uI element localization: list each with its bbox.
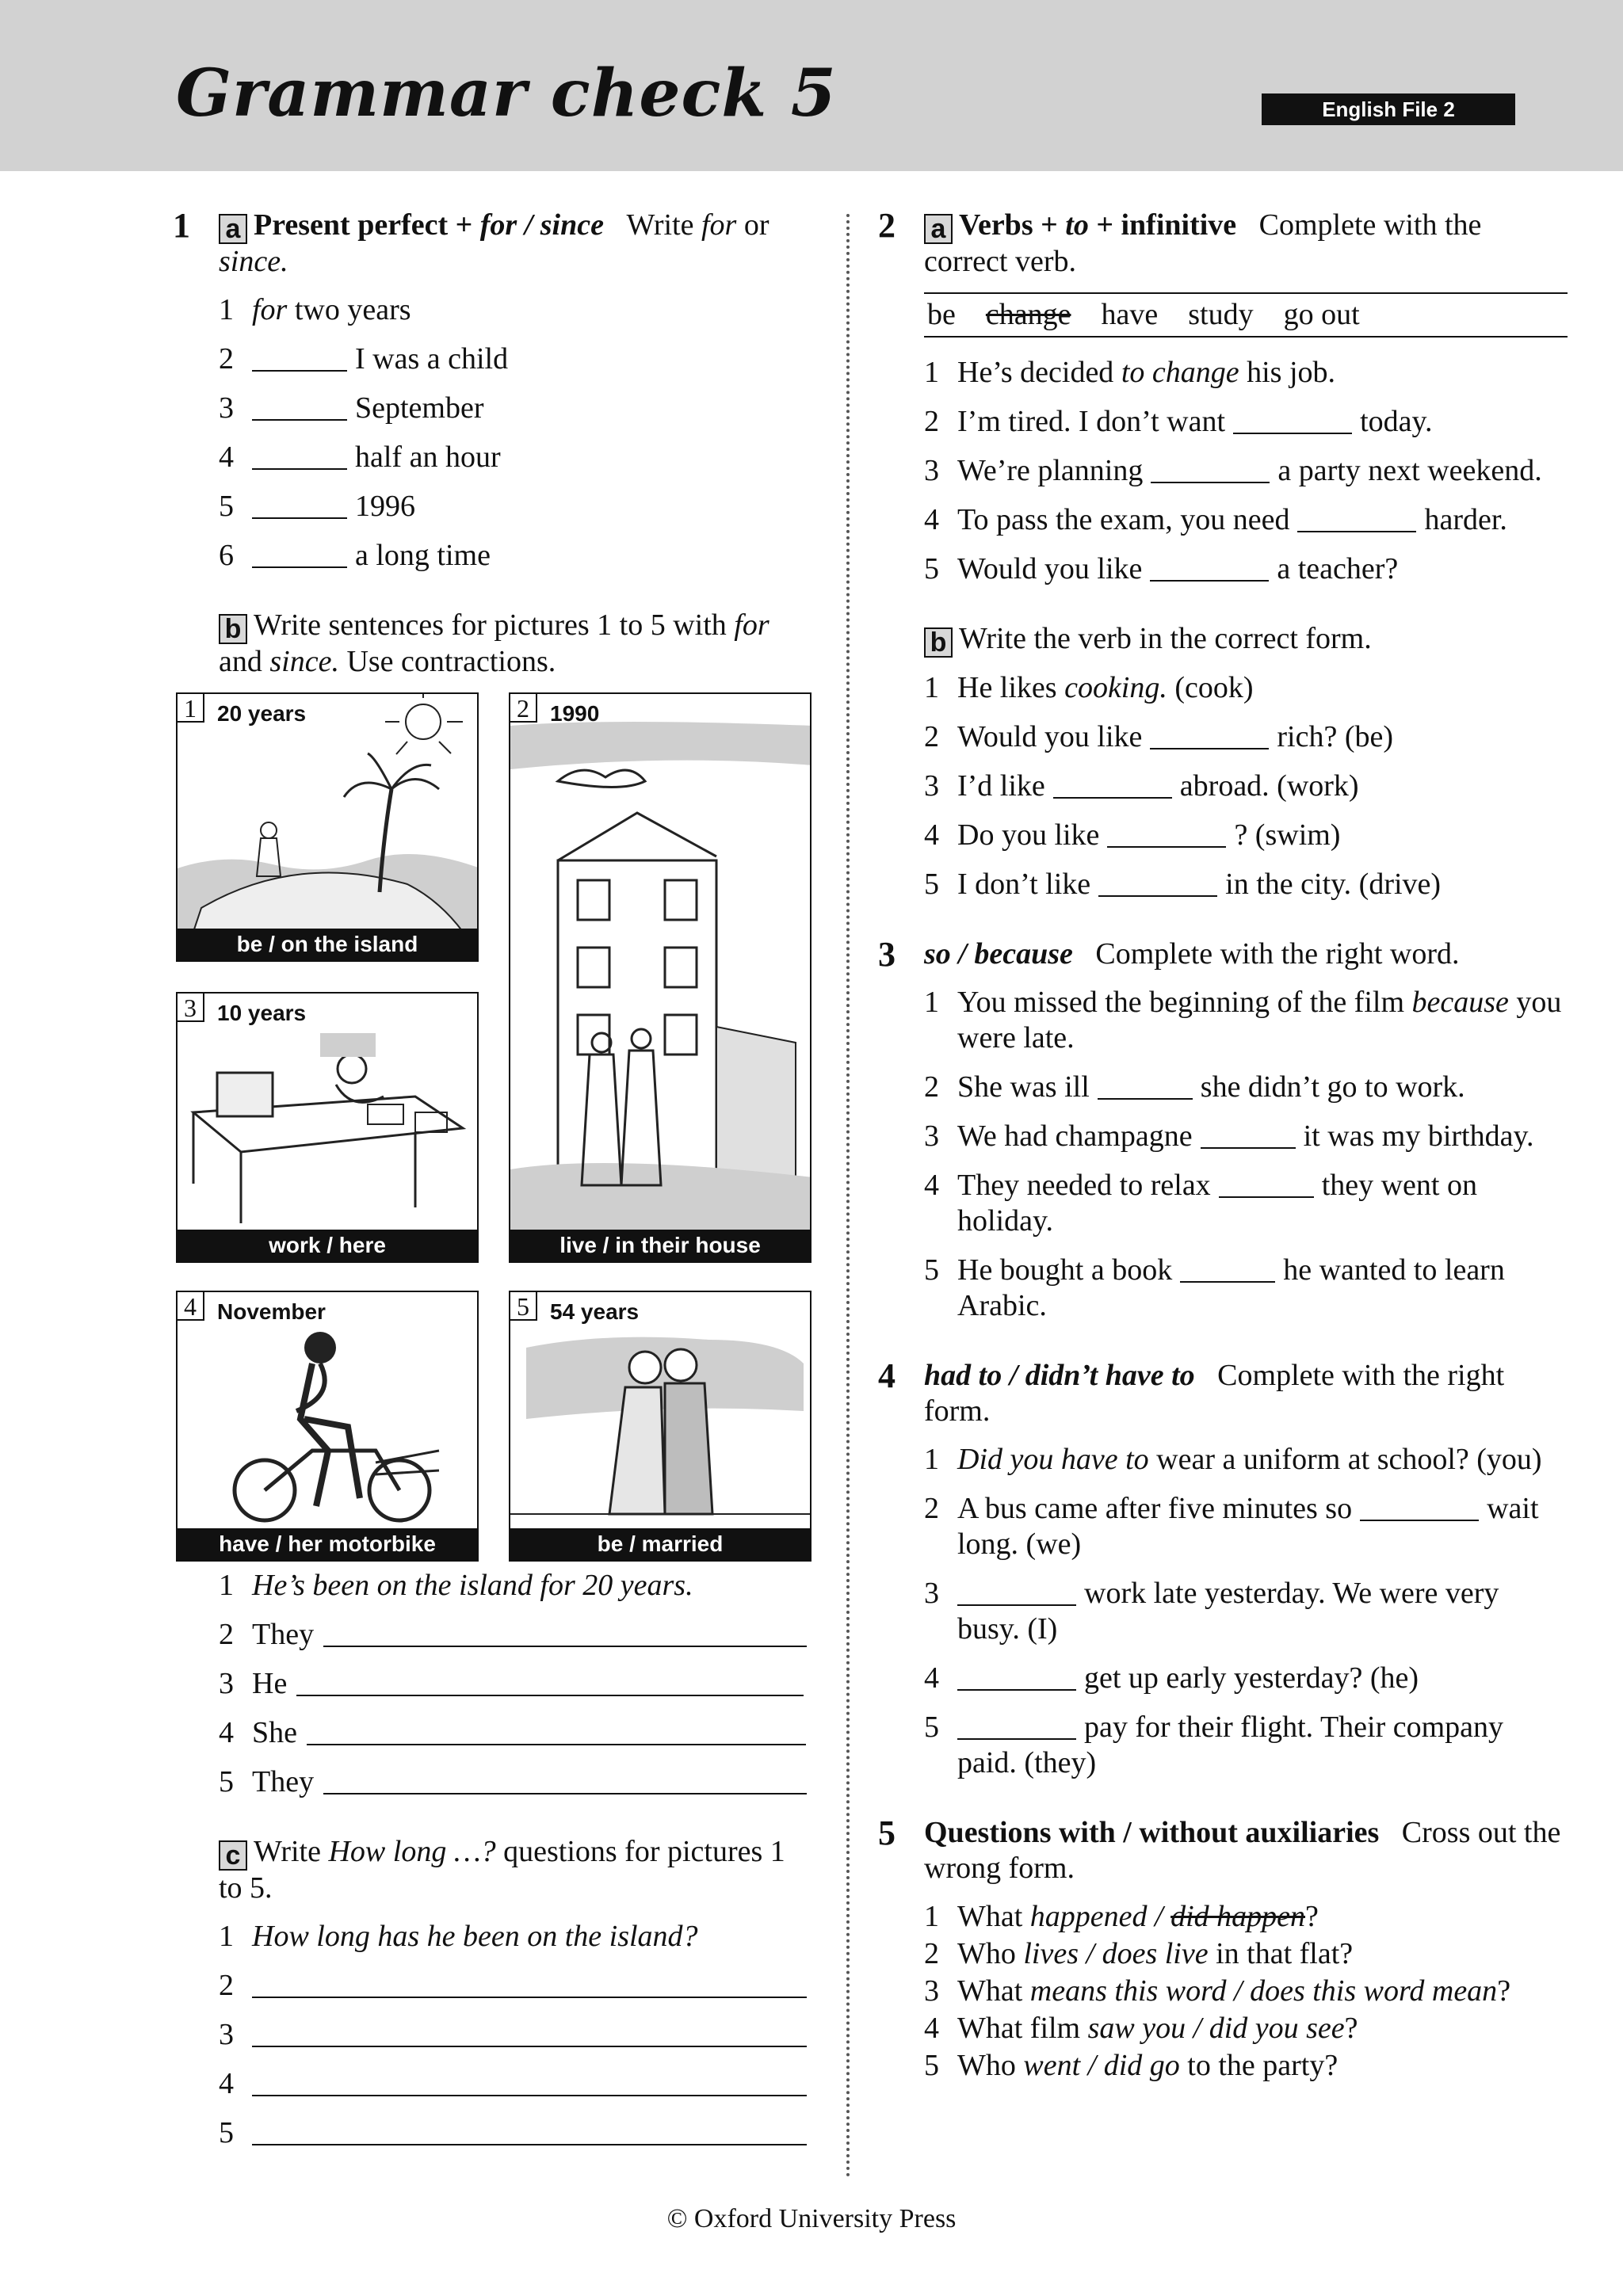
ex2b-heading xyxy=(878,621,1568,658)
instruction-italic: since. xyxy=(219,245,288,278)
example-answer: cooking. xyxy=(1064,671,1167,704)
picture-number: 5 xyxy=(510,1292,537,1321)
list-item xyxy=(219,391,815,426)
picture-number: 3 xyxy=(178,994,204,1022)
answer-blank[interactable] xyxy=(252,541,347,568)
option-2[interactable]: did go xyxy=(1103,2049,1180,2082)
list-item xyxy=(924,1070,1568,1105)
instruction: Write xyxy=(254,1835,321,1868)
item-text: You missed the beginning of the film xyxy=(957,986,1405,1019)
exercise-number: 5 xyxy=(878,1814,896,1852)
list-item xyxy=(924,1710,1568,1781)
word-option-crossed: change xyxy=(985,298,1071,331)
list-item xyxy=(924,1253,1568,1324)
item-text: September xyxy=(355,391,484,425)
picture-5 xyxy=(509,1291,812,1562)
left-column xyxy=(173,208,815,2164)
instruction: Cross out the wrong form. xyxy=(924,1816,1561,1885)
item-text: He likes xyxy=(957,671,1057,704)
item-text: wear a uniform at school? (you) xyxy=(1156,1443,1542,1476)
answer-blank[interactable] xyxy=(1360,1494,1479,1521)
list-item xyxy=(924,1168,1568,1239)
list-item xyxy=(924,985,1568,1056)
item-number: 2 xyxy=(219,1969,234,2002)
picture-number: 4 xyxy=(178,1292,204,1321)
picture-caption: be / on the island xyxy=(178,929,477,960)
item-text: Who xyxy=(957,2049,1016,2082)
list-item xyxy=(219,1568,815,1604)
item-text: a long time xyxy=(355,539,491,572)
list-item xyxy=(219,489,815,524)
item-text: pay for their flight. Their company paid. (they) xyxy=(957,1711,1504,1779)
list-item xyxy=(924,1442,1568,1478)
picture-label: 20 years xyxy=(217,701,307,726)
option-separator: / xyxy=(1234,1974,1243,2008)
part-box: a xyxy=(924,214,953,244)
list-item xyxy=(219,538,815,574)
list-item xyxy=(219,1617,815,1653)
picture-label: 54 years xyxy=(550,1299,640,1324)
list-item xyxy=(219,292,815,328)
option-1[interactable]: means this word xyxy=(1029,1974,1227,2008)
list-item xyxy=(219,1919,815,1955)
list-item xyxy=(219,2017,815,2053)
item-number: 3 xyxy=(219,1667,234,1700)
item-number: 5 xyxy=(924,552,939,585)
list-item xyxy=(924,2011,1568,2046)
option-2[interactable]: did you see xyxy=(1209,2012,1345,2045)
item-text: We’re planning xyxy=(957,454,1144,487)
list-item xyxy=(924,719,1568,755)
heading-text: Present perfect + xyxy=(254,208,473,242)
item-text: he wanted to learn Arabic. xyxy=(957,1253,1505,1322)
heading-italic: had to / didn’t have to xyxy=(924,1359,1195,1392)
answer-blank[interactable] xyxy=(1098,870,1217,897)
option-1[interactable]: lives xyxy=(1023,1937,1079,1970)
picture-caption: be / married xyxy=(510,1528,810,1560)
item-number: 2 xyxy=(924,720,939,753)
item-text: What xyxy=(957,1974,1023,2008)
instruction: and xyxy=(219,645,262,678)
item-number: 4 xyxy=(924,818,939,852)
item-text: He xyxy=(252,1667,288,1700)
instruction-italic: for xyxy=(734,608,769,642)
list-item xyxy=(924,502,1568,538)
list-item xyxy=(219,440,815,475)
right-column xyxy=(878,208,1568,2085)
answer-blank[interactable] xyxy=(1107,821,1226,848)
answer-blank[interactable] xyxy=(957,1713,1076,1740)
example-answer: to change xyxy=(1121,356,1239,389)
answer-line[interactable] xyxy=(252,1971,807,1998)
item-text: He bought a book xyxy=(957,1253,1173,1287)
item-text: two years xyxy=(294,293,411,326)
answer-line[interactable] xyxy=(252,2069,807,2096)
item-text: his job. xyxy=(1247,356,1336,389)
answer-blank[interactable] xyxy=(1180,1256,1275,1283)
item-number: 4 xyxy=(924,1661,939,1695)
item-number: 2 xyxy=(924,405,939,438)
instruction-italic: since. xyxy=(269,645,339,678)
ex2b-items xyxy=(878,670,1568,902)
picture-label: 1990 xyxy=(550,701,600,726)
list-item xyxy=(219,341,815,377)
item-number: 6 xyxy=(219,539,234,572)
picture-2 xyxy=(509,692,812,1263)
item-number: 3 xyxy=(219,391,234,425)
item-text: We had champagne xyxy=(957,1119,1193,1153)
instruction: Complete with the right word. xyxy=(1095,937,1460,971)
list-item xyxy=(219,1968,815,2004)
list-item xyxy=(924,1576,1568,1647)
item-text: abroad. (work) xyxy=(1179,769,1359,803)
item-text: What film xyxy=(957,2012,1081,2045)
item-number: 5 xyxy=(924,2049,939,2082)
option-separator: / xyxy=(1155,1900,1163,1933)
item-text: I’m tired. I don’t want xyxy=(957,405,1226,438)
option-2[interactable]: does live xyxy=(1102,1937,1209,1970)
item-text: To pass the exam, you need xyxy=(957,503,1290,536)
answer-line[interactable] xyxy=(252,2119,807,2145)
item-text: (cook) xyxy=(1174,671,1254,704)
item-text: ? (swim) xyxy=(1234,818,1341,852)
item-number: 4 xyxy=(219,441,234,474)
word-option: go out xyxy=(1283,298,1360,331)
item-text: in that flat? xyxy=(1216,1937,1354,1970)
item-text: Who xyxy=(957,1937,1016,1970)
ex3-items xyxy=(878,985,1568,1324)
ex4-items xyxy=(878,1442,1568,1781)
item-number: 2 xyxy=(219,342,234,376)
answer-blank[interactable] xyxy=(957,1664,1076,1691)
ex1b-items xyxy=(173,1568,815,1800)
ex1a-heading xyxy=(173,208,815,280)
answer-line[interactable] xyxy=(323,1620,807,1647)
item-text: I was a child xyxy=(355,342,509,376)
list-item xyxy=(924,1661,1568,1696)
example-answer: for xyxy=(252,293,288,326)
list-item xyxy=(924,404,1568,440)
word-option: have xyxy=(1101,298,1159,331)
motorbike-illustration xyxy=(178,1292,479,1562)
answer-blank[interactable] xyxy=(1053,772,1172,799)
part-box: b xyxy=(924,627,953,658)
heading-italic: so / because xyxy=(924,937,1073,971)
column-divider xyxy=(846,214,850,2179)
word-option: study xyxy=(1188,298,1254,331)
item-text: They needed to relax xyxy=(957,1169,1211,1202)
item-text: they went on holiday. xyxy=(957,1169,1477,1238)
instruction: questions for pictures 1 to 5. xyxy=(219,1835,785,1905)
instruction: Complete with the correct verb. xyxy=(924,208,1482,278)
item-number: 3 xyxy=(924,1577,939,1610)
picture-caption: live / in their house xyxy=(510,1230,810,1261)
island-illustration xyxy=(178,694,479,962)
item-text: I don’t like xyxy=(957,868,1091,901)
item-text: get up early yesterday? (he) xyxy=(1084,1661,1419,1695)
ex1c-heading xyxy=(173,1834,815,1906)
item-text: wait long. (we) xyxy=(957,1492,1539,1561)
part-box: c xyxy=(219,1840,247,1871)
option-1[interactable]: went xyxy=(1023,2049,1081,2082)
list-item xyxy=(924,2048,1568,2084)
item-text: He’s decided xyxy=(957,356,1114,389)
item-number: 2 xyxy=(219,1618,234,1651)
instruction: Write xyxy=(626,208,694,242)
word-box xyxy=(924,292,1568,338)
option-2[interactable]: does this word mean xyxy=(1250,1974,1498,2008)
ex2a-heading xyxy=(878,208,1568,280)
answer-blank[interactable] xyxy=(1297,505,1416,532)
list-item xyxy=(924,1899,1568,1935)
instruction: Write the verb in the correct form. xyxy=(959,622,1372,655)
item-number: 5 xyxy=(219,1765,234,1798)
item-text: a party next weekend. xyxy=(1277,454,1542,487)
item-text: They xyxy=(252,1618,315,1651)
item-text: ? xyxy=(1305,1900,1319,1933)
item-text: she didn’t go to work. xyxy=(1200,1070,1465,1104)
item-number: 3 xyxy=(219,2018,234,2051)
ex1c-items xyxy=(173,1919,815,2151)
picture-caption: have / her motorbike xyxy=(178,1528,477,1560)
item-number: 4 xyxy=(219,2067,234,2100)
item-text: half an hour xyxy=(355,441,501,474)
picture-caption: work / here xyxy=(178,1230,477,1261)
list-item xyxy=(924,867,1568,902)
item-text: work late yesterday. We were very busy. (I) xyxy=(957,1577,1499,1646)
item-number: 5 xyxy=(924,868,939,901)
instruction: Complete with the right form. xyxy=(924,1359,1505,1428)
item-number: 1 xyxy=(924,671,939,704)
item-number: 1 xyxy=(219,293,234,326)
house-illustration xyxy=(510,694,812,1263)
list-item xyxy=(924,453,1568,489)
answer-blank[interactable] xyxy=(252,394,347,421)
example-answer: How long has he been on the island? xyxy=(252,1920,698,1953)
answer-blank[interactable] xyxy=(957,1579,1076,1606)
list-item xyxy=(924,670,1568,706)
option-2-crossed[interactable]: did happen xyxy=(1170,1900,1306,1933)
item-text: you were late. xyxy=(957,986,1562,1055)
item-text: Would you like xyxy=(957,552,1143,585)
part-box: a xyxy=(219,214,247,244)
ex4-heading xyxy=(878,1358,1568,1429)
list-item xyxy=(219,2115,815,2151)
item-text: I’d like xyxy=(957,769,1045,803)
item-text: They xyxy=(252,1765,315,1798)
option-separator: / xyxy=(1193,2012,1202,2045)
ex5-heading xyxy=(878,1815,1568,1886)
item-number: 4 xyxy=(219,1716,234,1749)
list-item xyxy=(219,2066,815,2102)
item-number: 3 xyxy=(924,1119,939,1153)
option-1[interactable]: happened xyxy=(1029,1900,1148,1933)
item-text: a teacher? xyxy=(1277,552,1399,585)
item-number: 3 xyxy=(924,1974,939,2008)
list-item xyxy=(924,1491,1568,1562)
answer-blank[interactable] xyxy=(1150,555,1269,582)
instruction: Write sentences for pictures 1 to 5 with xyxy=(254,608,727,642)
heading-text: Questions with / without auxiliaries xyxy=(924,1816,1380,1849)
instruction: Use contractions. xyxy=(346,645,556,678)
instruction-italic: for xyxy=(701,208,737,242)
exercise-number: 3 xyxy=(878,935,896,974)
ex3-heading xyxy=(878,936,1568,972)
answer-blank[interactable] xyxy=(1151,456,1270,483)
item-text: harder. xyxy=(1424,503,1507,536)
answer-blank[interactable] xyxy=(252,443,347,470)
list-item xyxy=(924,769,1568,804)
answer-line[interactable] xyxy=(307,1718,806,1745)
item-number: 4 xyxy=(924,2012,939,2045)
answer-blank[interactable] xyxy=(252,345,347,372)
example-answer: Did you have to xyxy=(957,1443,1149,1476)
instruction: or xyxy=(743,208,769,242)
exercise-number: 4 xyxy=(878,1356,896,1395)
answer-blank[interactable] xyxy=(1233,407,1352,434)
answer-blank[interactable] xyxy=(1098,1073,1193,1100)
example-answer: because xyxy=(1411,986,1509,1019)
item-number: 5 xyxy=(219,2116,234,2149)
list-item xyxy=(219,1666,815,1702)
option-separator: / xyxy=(1086,1937,1095,1970)
item-number: 1 xyxy=(924,356,939,389)
item-number: 5 xyxy=(219,490,234,523)
list-item xyxy=(924,1974,1568,2009)
picture-4 xyxy=(176,1291,479,1562)
answer-line[interactable] xyxy=(252,2020,807,2047)
item-number: 3 xyxy=(924,769,939,803)
item-number: 1 xyxy=(219,1569,234,1602)
picture-number: 1 xyxy=(178,694,204,723)
couple-illustration xyxy=(510,1292,812,1562)
office-illustration xyxy=(178,994,479,1263)
answer-blank[interactable] xyxy=(1150,723,1269,749)
instruction-italic: How long …? xyxy=(328,1835,496,1868)
answer-line[interactable] xyxy=(296,1669,804,1696)
heading-italic: to xyxy=(1065,208,1089,242)
part-box: b xyxy=(219,614,247,644)
item-number: 1 xyxy=(924,986,939,1019)
picture-3 xyxy=(176,992,479,1263)
picture-number: 2 xyxy=(510,694,537,723)
item-number: 1 xyxy=(924,1443,939,1476)
picture-label: 10 years xyxy=(217,1001,307,1025)
picture-grid xyxy=(176,692,815,1568)
item-text: ? xyxy=(1497,1974,1511,2008)
page-title: Grammar check 5 xyxy=(176,55,837,132)
item-number: 4 xyxy=(924,1169,939,1202)
option-1[interactable]: saw you xyxy=(1087,2012,1186,2045)
item-text: Would you like xyxy=(957,720,1143,753)
item-number: 4 xyxy=(924,503,939,536)
list-item xyxy=(924,355,1568,391)
item-text: 1996 xyxy=(355,490,415,523)
list-item xyxy=(219,1764,815,1800)
exercise-number: 1 xyxy=(173,206,190,245)
ex2a-items xyxy=(878,355,1568,587)
word-option: be xyxy=(927,298,956,331)
item-text: ? xyxy=(1344,2012,1358,2045)
item-number: 5 xyxy=(924,1711,939,1744)
list-item xyxy=(924,1119,1568,1154)
answer-blank[interactable] xyxy=(252,492,347,519)
item-number: 1 xyxy=(219,1920,234,1953)
item-text: in the city. (drive) xyxy=(1225,868,1442,901)
item-number: 1 xyxy=(924,1900,939,1933)
item-text: A bus came after five minutes so xyxy=(957,1492,1353,1525)
item-number: 3 xyxy=(924,454,939,487)
item-text: rich? (be) xyxy=(1277,720,1393,753)
answer-blank[interactable] xyxy=(1219,1171,1314,1198)
option-separator: / xyxy=(1087,2049,1097,2082)
heading-italic: for / since xyxy=(479,208,604,242)
ex1a-items xyxy=(173,292,815,574)
item-text: She xyxy=(252,1716,297,1749)
answer-line[interactable] xyxy=(323,1768,807,1794)
item-number: 5 xyxy=(924,1253,939,1287)
picture-1 xyxy=(176,692,479,962)
item-text: it was my birthday. xyxy=(1303,1119,1534,1153)
list-item xyxy=(924,818,1568,853)
list-item xyxy=(924,551,1568,587)
book-badge: English File 2 xyxy=(1262,93,1515,125)
example-answer: He’s been on the island for 20 years. xyxy=(252,1569,693,1602)
ex1b-heading xyxy=(173,608,815,680)
item-text: What xyxy=(957,1900,1023,1933)
item-text: She was ill xyxy=(957,1070,1090,1104)
item-text: today. xyxy=(1360,405,1433,438)
copyright-footer: © Oxford University Press xyxy=(666,2204,957,2233)
heading-text: + infinitive xyxy=(1096,208,1237,242)
item-text: to the party? xyxy=(1187,2049,1338,2082)
ex5-items xyxy=(878,1899,1568,2084)
item-number: 2 xyxy=(924,1070,939,1104)
item-number: 2 xyxy=(924,1937,939,1970)
list-item xyxy=(924,1936,1568,1972)
item-number: 2 xyxy=(924,1492,939,1525)
picture-label: November xyxy=(217,1299,326,1324)
page-header xyxy=(0,0,1623,171)
answer-blank[interactable] xyxy=(1201,1122,1296,1149)
list-item xyxy=(219,1715,815,1751)
item-text: Do you like xyxy=(957,818,1100,852)
heading-text: Verbs + xyxy=(959,208,1058,242)
exercise-number: 2 xyxy=(878,206,896,245)
